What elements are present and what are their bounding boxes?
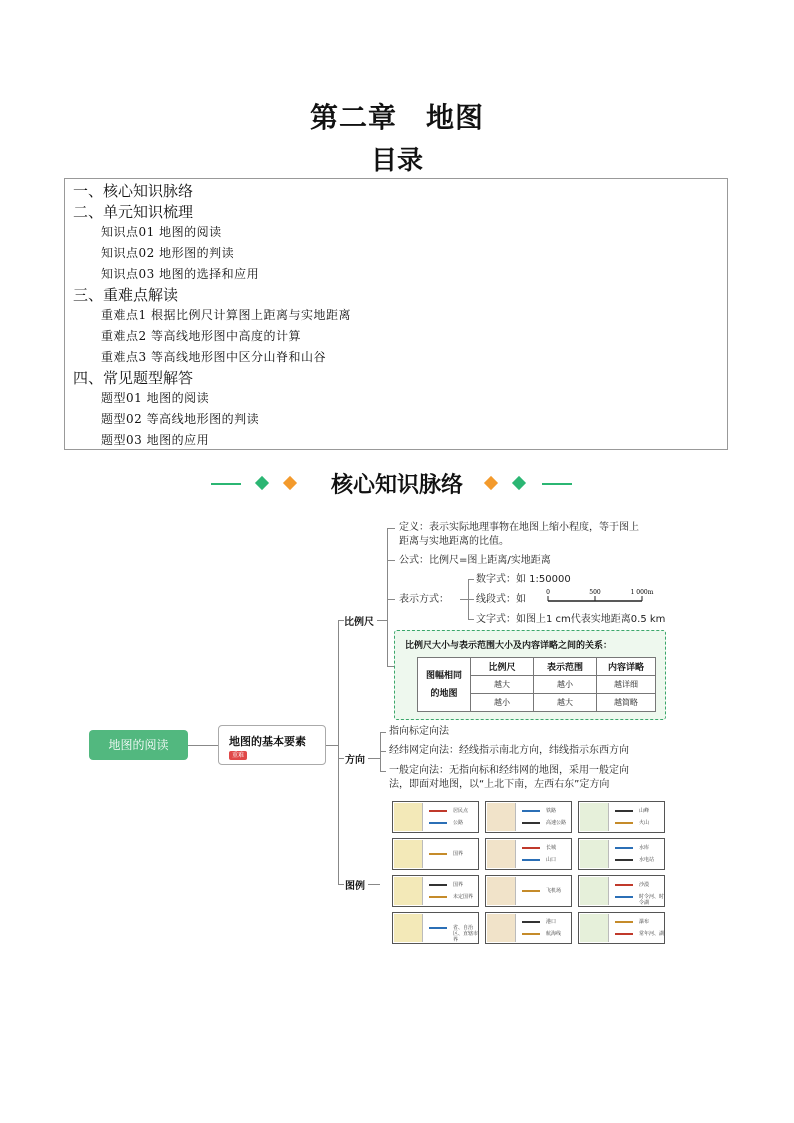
toc-item[interactable]: 重难点3 等高线地形图中区分山脊和山谷 [101,350,326,364]
scale-tick-label: 1 000m [630,589,654,596]
scale-bar [534,586,658,606]
connector [326,745,338,746]
legend-cell [392,838,479,870]
legend-label: 长城 [546,845,557,851]
badge: 重难 [229,751,247,760]
legend-symbol [615,884,633,886]
section-title: 核心知识脉络 [330,473,463,498]
legend-symbol [615,847,633,849]
scale-text-form: 文字式：如图上1 cm代表实地距离0.5 km [476,614,666,625]
toc-item[interactable]: 知识点02 地形图的判读 [101,246,235,260]
connector [460,599,468,600]
legend-map-thumbnail [580,877,609,905]
scale-numeric: 数字式：如 1:50000 [476,574,571,585]
node-label: 地图的基本要素 [229,735,306,748]
connector [377,620,387,621]
legend-symbol [522,810,540,812]
legend-cell [485,875,572,907]
direction-item: 一般定向法：无指向标和经纬网的地图，采用一般定向 [389,765,629,776]
legend-cell [485,838,572,870]
table-cell: 越大 [534,694,597,712]
connector [387,528,395,529]
scale-definition: 定义：表示实际地理事物在地图上缩小程度，等于图上 [399,522,639,533]
legend-map-thumbnail [394,914,423,942]
connector [468,579,474,580]
connector [387,560,395,561]
connector [368,884,380,885]
connector [387,528,388,666]
legend-label: 未定国界 [453,894,474,900]
scale-relation-box [394,630,666,720]
mindmap-node [218,725,326,765]
legend-symbol [429,896,447,898]
legend-cell [485,912,572,944]
connector [338,620,339,884]
legend-label: 常年河、湖 [639,931,665,937]
table-cell: 越大 [471,676,534,694]
table-cell: 越小 [471,694,534,712]
scale-definition: 距离与实地距离的比值。 [399,536,509,547]
table-row-header: 图幅相同 的地图 [418,658,471,712]
legend-label: 时令河、时令湖 [639,894,665,906]
relation-table [417,657,656,712]
legend-label: 火山 [639,820,650,826]
table-header: 比例尺 [471,658,534,676]
legend-label: 公路 [453,820,464,826]
legend-label: 省、自治区、直辖市界 [453,925,479,943]
legend-label: 高速公路 [546,820,567,826]
legend-symbol [522,933,540,935]
toc-item[interactable]: 知识点01 地图的阅读 [101,225,222,239]
legend-map-thumbnail [580,840,609,868]
legend-symbol [522,822,540,824]
legend-label: 水库 [639,845,650,851]
connector [380,732,386,733]
legend-cell [392,801,479,833]
legend-symbol [429,822,447,824]
legend-symbol [615,822,633,824]
scale-forms-label: 表示方式： [399,594,449,605]
legend-map-thumbnail [394,877,423,905]
legend-cell [578,875,665,907]
legend-label: 铁路 [546,808,557,814]
legend-map-thumbnail [394,803,423,831]
legend-cell [485,801,572,833]
legend-label: 山峰 [639,808,650,814]
connector [338,758,344,759]
legend-cell [392,875,479,907]
legend-symbol [522,890,540,892]
legend-symbol [429,884,447,886]
relation-title: 比例尺大小与表示范围大小及内容详略之间的关系： [405,641,613,651]
toc-title: 目录 [370,146,423,176]
legend-symbol [522,847,540,849]
legend-label: 瀑布 [639,919,650,925]
legend-label: 国界 [453,851,464,857]
toc-item[interactable]: 四、常见题型解答 [73,369,194,387]
toc-item[interactable]: 二、单元知识梳理 [73,203,194,221]
scale-formula: 公式：比例尺=图上距离/实地距离 [399,555,551,566]
toc-item[interactable]: 知识点03 地图的选择和应用 [101,267,260,281]
toc-item[interactable]: 题型01 地图的阅读 [101,391,210,405]
toc-item[interactable]: 三、重难点解读 [73,286,179,304]
connector [368,758,380,759]
legend-symbol [522,921,540,923]
scale-tick-label: 500 [589,589,601,596]
legend-cell [578,838,665,870]
connector [188,745,218,746]
connector [380,751,386,752]
scale-linear: 线段式：如 [476,594,526,605]
toc-item[interactable]: 题型02 等高线地形图的判读 [101,412,260,426]
legend-map-thumbnail [580,803,609,831]
connector [380,771,386,772]
legend-map-thumbnail [487,877,516,905]
table-of-contents [64,178,728,450]
toc-item[interactable]: 题型03 地图的应用 [101,433,210,447]
legend-symbol [522,859,540,861]
connector [380,732,381,772]
legend-symbol [429,927,447,929]
direction-item: 法，即面对地图，以“上北下南，左西右东”定方向 [389,779,610,790]
legend-symbol [615,810,633,812]
legend-label: 居民点 [453,808,469,814]
legend-label: 国界 [453,882,464,888]
scale-tick-label: 0 [546,589,550,596]
chapter-title: 第二章 地图 [309,101,484,134]
branch-legend: 图例 [345,881,365,892]
legend-label: 水电站 [639,857,655,863]
legend-symbol [429,810,447,812]
legend-label: 飞机场 [546,888,562,894]
table-cell: 越详细 [597,676,656,694]
legend-map-thumbnail [580,914,609,942]
legend-map-thumbnail [394,840,423,868]
connector [387,599,395,600]
branch-direction: 方向 [345,755,365,766]
table-header: 表示范围 [534,658,597,676]
legend-cell [578,912,665,944]
direction-item: 指向标定向法 [389,726,449,737]
connector [468,599,474,600]
legend-symbol [615,896,633,898]
toc-item[interactable]: 一、核心知识脉络 [73,182,194,200]
legend-cell [392,912,479,944]
legend-symbol [615,921,633,923]
branch-scale: 比例尺 [344,617,374,628]
table-header: 内容详略 [597,658,656,676]
connector [338,884,344,885]
legend-map-thumbnail [487,803,516,831]
legend-cell [578,801,665,833]
legend-map-thumbnail [487,840,516,868]
banner-line-right [542,483,572,485]
legend-map-thumbnail [487,914,516,942]
legend-label: 山口 [546,857,557,863]
table-cell: 越简略 [597,694,656,712]
legend-symbol [429,853,447,855]
mindmap-root: 地图的阅读 [89,730,188,760]
legend-label: 航海线 [546,931,562,937]
connector [468,619,474,620]
legend-symbol [615,859,633,861]
toc-item[interactable]: 重难点2 等高线地形图中高度的计算 [101,329,301,343]
toc-item[interactable]: 重难点1 根据比例尺计算图上距离与实地距离 [101,308,351,322]
legend-symbol [615,933,633,935]
table-cell: 越小 [534,676,597,694]
legend-label: 沙漠 [639,882,650,888]
direction-item: 经纬网定向法：经线指示南北方向，纬线指示东西方向 [389,745,629,756]
legend-label: 港口 [546,919,557,925]
